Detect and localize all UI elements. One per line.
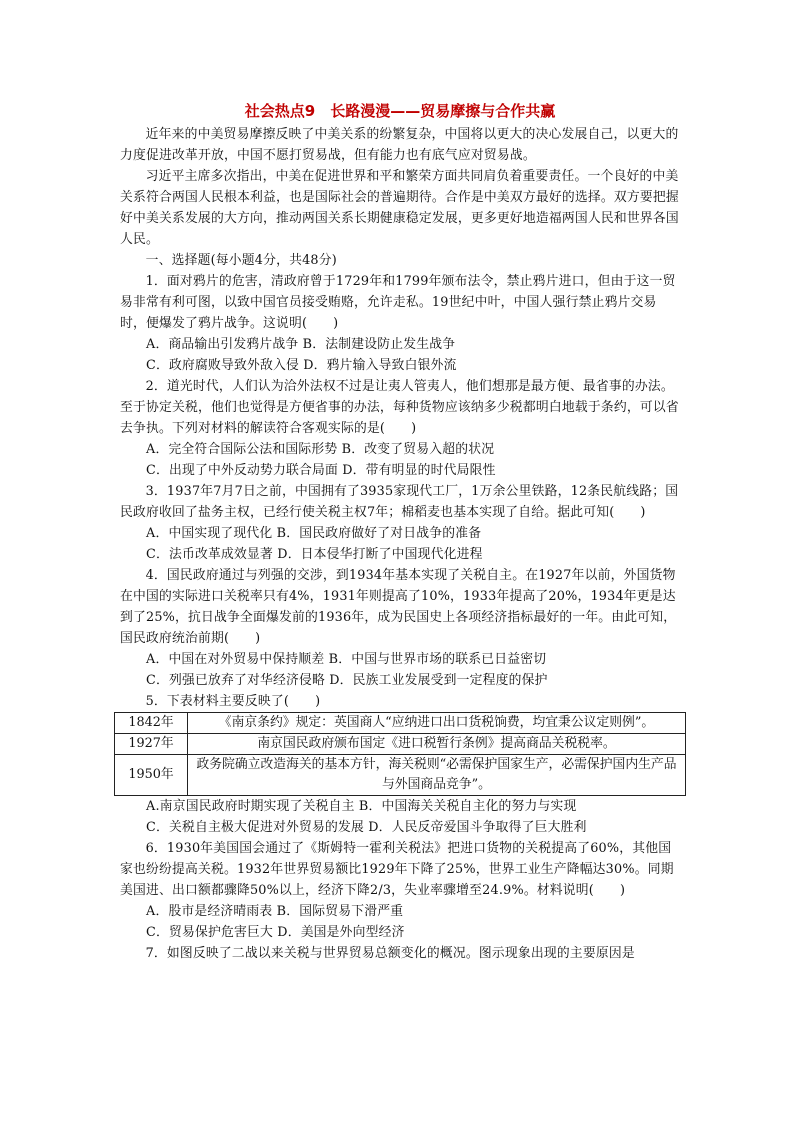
table-row (115, 713, 686, 734)
question-7-stem: 7．如图反映了二战以来关税与世界贸易总额变化的概况。图示现象出现的主要原因是 (145, 946, 635, 961)
question-2-stem: 2．道光时代，人们认为洽外法权不过是让夷人管夷人，他们想那是最方便、最省事的办法。至于协定关税，他们也觉得是方便省事的办法，每种货物应该纳多少税都明白地载于条约，可以省去争执。下列对材料的解读符合客观实际的是( ) (120, 379, 679, 436)
question-5-table (114, 712, 686, 796)
intro-paragraph-1: 近年来的中美贸易摩擦反映了中美关系的纷繁复杂，中国将以更大的决心发展自己，以更大的力度促进改革开放，中国不愿打贸易战，但有能力也有底气应对贸易战。 (120, 127, 679, 163)
question-1-options-cd: C．政府腐败导致外敌入侵 D．鸦片输入导致白银外流 (146, 358, 457, 373)
intro-paragraph-2: 习近平主席多次指出，中美在促进世界和平和繁荣方面共同肩负着重要责任。一个良好的中美关系符合两国人民根本利益，也是国际社会的普遍期待。合作是中美双方最好的选择。双方要把握好中美关系发展的大方向，推动两国关系长期健康稳定发展，更多更好地造福两国人民和世界各国人民。 (120, 169, 679, 247)
question-5-stem: 5．下表材料主要反映了( ) (145, 694, 321, 709)
table-cell-text: 政务院确立改造海关的基本方针，海关税则“必需保护国家生产，必需保护国内生产品与外国商品竞争”。 (188, 755, 686, 796)
question-5-options-ab: A.南京国民政府时期实现了关税自主 B．中国海关关税自主化的努力与实现 (146, 799, 577, 814)
table-cell-text: 南京国民政府颁布国定《进口税暂行条例》提高商品关税税率。 (188, 734, 686, 755)
table-row (115, 734, 686, 755)
question-3-stem: 3．1937年7月7日之前，中国拥有了3935家现代工厂，1万余公里铁路，12条民航线路；国民政府收回了盐务主权，已经行使关税主权7年；棉稻麦也基本实现了自给。据此可知( ) (120, 484, 679, 520)
table-cell-text: 《南京条约》规定：英国商人“应纳进口出口货税饷费，均宜秉公议定则例”。 (188, 713, 686, 734)
question-6-stem: 6．1930年美国国会通过了《斯姆特一霍利关税法》把进口货物的关税提高了60%，其他国家也纷纷提高关税。1932年世界贸易额比1929年下降了25%，世界工业生产降幅达30%。同期美国进、出口额都骤降50%以上，经济下降2/3，失业率骤增至24.9%。材料说明( ) (120, 841, 674, 898)
question-5-options-cd: C．关税自主极大促进对外贸易的发展 D．人民反帝爱国斗争取得了巨大胜利 (146, 820, 587, 835)
question-2-options-cd: C．出现了中外反动势力联合局面 D．带有明显的时代局限性 (146, 463, 496, 478)
page-title: 社会热点9 长路漫漫——贸易摩擦与合作共赢 (244, 102, 556, 120)
table-row (115, 755, 686, 796)
question-6-options-ab: A．股市是经济晴雨表 B．国际贸易下滑严重 (146, 904, 404, 919)
question-3-options-ab: A．中国实现了现代化 B．国民政府做好了对日战争的准备 (146, 526, 482, 541)
question-4-stem: 4．国民政府通过与列强的交涉，到1934年基本实现了关税自主。在1927年以前，外国货物在中国的实际进口关税率只有4%，1931年则提高了10%，1933年提高了20%，1934年更是达到了25%，抗日战争全面爆发前的1936年，成为民国史上各项经济指标最好的一年。由此可知，国民政府统治前期( ) (120, 568, 677, 646)
question-6-options-cd: C．贸易保护危害巨大 D．美国是外向型经济 (146, 925, 405, 940)
question-3-options-cd: C．法币改革成效显著 D．日本侵华打断了中国现代化进程 (146, 547, 483, 562)
section-heading: 一、选择题(每小题4分，共48分) (145, 253, 337, 268)
table-cell-year: 1927年 (115, 734, 188, 755)
question-4-options-cd: C．列强已放弃了对华经济侵略 D．民族工业发展受到一定程度的保护 (146, 673, 548, 688)
question-4-options-ab: A．中国在对外贸易中保持顺差 B．中国与世界市场的联系已日益密切 (146, 652, 547, 667)
question-1-options-ab: A．商品输出引发鸦片战争 B．法制建设防止发生战争 (146, 337, 456, 352)
question-2-options-ab: A．完全符合国际公法和国际形势 B．改变了贸易入超的状况 (146, 442, 495, 457)
question-1-stem: 1．面对鸦片的危害，清政府曾于1729年和1799年颁布法令，禁止鸦片进口，但由于这一贸易非常有利可图，以致中国官员接受贿赂，允许走私。19世纪中叶，中国人强行禁止鸦片交易时，便爆发了鸦片战争。这说明( ) (120, 274, 676, 331)
table-cell-year: 1950年 (115, 755, 188, 796)
document-page (120, 100, 680, 964)
table-cell-year: 1842年 (115, 713, 188, 734)
